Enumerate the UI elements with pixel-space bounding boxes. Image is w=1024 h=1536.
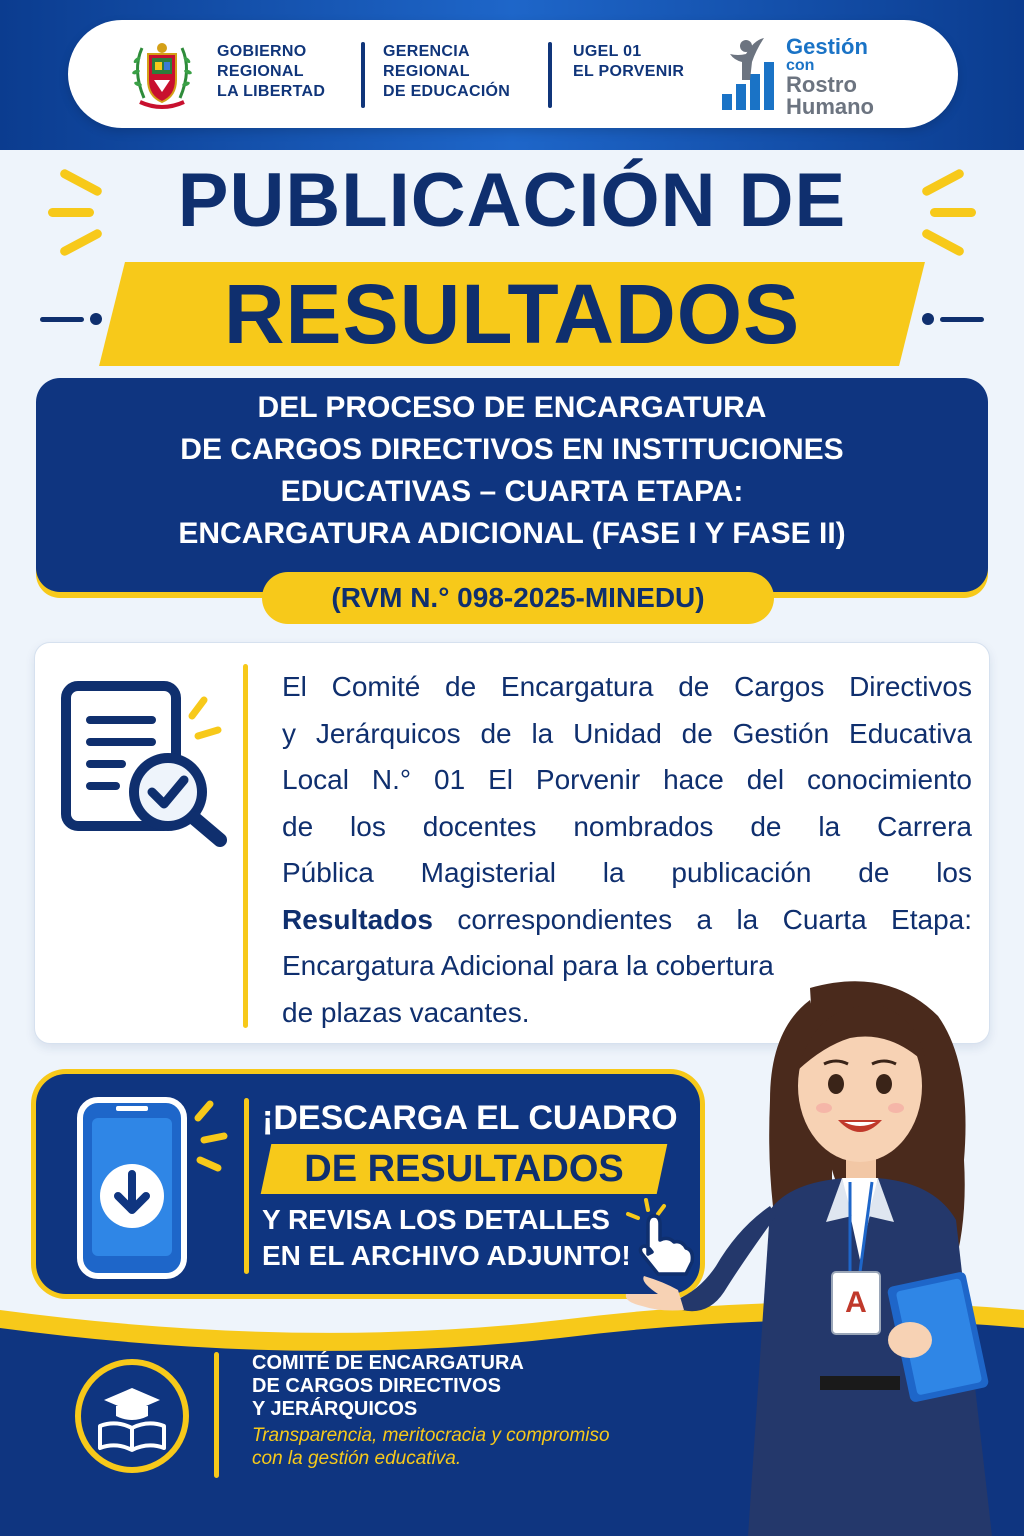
rvm-badge: (RVM N.° 098-2025-MINEDU) [262,572,774,624]
document-search-icon [60,680,232,848]
crest-icon [128,40,196,112]
process-title-line: EDUCATIVAS – CUARTA ETAPA: [280,475,744,508]
graduation-book-icon [72,1356,192,1476]
header-divider [361,42,365,108]
footer-committee: COMITÉ DE ENCARGATURA DE CARGOS DIRECTIVOS Y JERÁRQUICOS Transparencia, meritocracia y compromiso con la gestión educativa. [252,1352,610,1469]
org-gobierno-regional: GOBIERNO REGIONAL LA LIBERTAD [217,43,326,100]
footer-divider [214,1352,219,1478]
badge-letter: A [845,1286,867,1319]
decor-dot [90,313,102,325]
header-divider [548,42,552,108]
info-divider [243,664,248,1028]
org-ugel: UGEL 01 EL PORVENIR [573,43,685,80]
process-title-line: ENCARGATURA ADICIONAL (FASE I Y FASE II) [178,517,846,550]
decor-line [940,317,984,322]
process-title-line: DE CARGOS DIRECTIVOS EN INSTITUCIONES [180,433,844,466]
footer-slogan: Transparencia, meritocracia y compromiso [252,1425,610,1446]
download-subtext: EN EL ARCHIVO ADJUNTO! [262,1240,631,1271]
gestion-logo-icon [720,36,778,114]
page-title-highlight: RESULTADOS [223,267,801,361]
decor-line [40,317,84,322]
phone-download-icon [70,1090,230,1286]
page-title: PUBLICACIÓN DE [177,158,847,243]
footer-slogan: con la gestión educativa. [252,1448,462,1469]
teacher-illustration [620,960,1024,1536]
org-gerencia-regional: GERENCIA REGIONAL DE EDUCACIÓN [383,43,511,100]
process-title-line: DEL PROCESO DE ENCARGATURA [257,391,767,424]
download-heading: ¡DESCARGA EL CUADRO [262,1099,678,1137]
gestion-logo-text: Gestión con Rostro Humano [786,34,874,119]
download-subtext: Y REVISA LOS DETALLES [262,1204,610,1235]
decor-dot [922,313,934,325]
info-paragraph: El Comité de Encargatura de Cargos Directivos y Jerárquicos de la Unidad de Gestión Educativa Local N.° 01 El Porvenir hace del conocimiento de los docentes nombrados de la Carrera Pública Magisterial la publicación de los Resultados correspondientes a la Cuarta Etapa: Encargatura Adicional para la cobertura de plazas vacantes. [282,671,972,1028]
download-divider [244,1098,249,1274]
info-bold-word: Resultados [282,903,433,935]
download-highlight: DE RESULTADOS [304,1148,624,1190]
